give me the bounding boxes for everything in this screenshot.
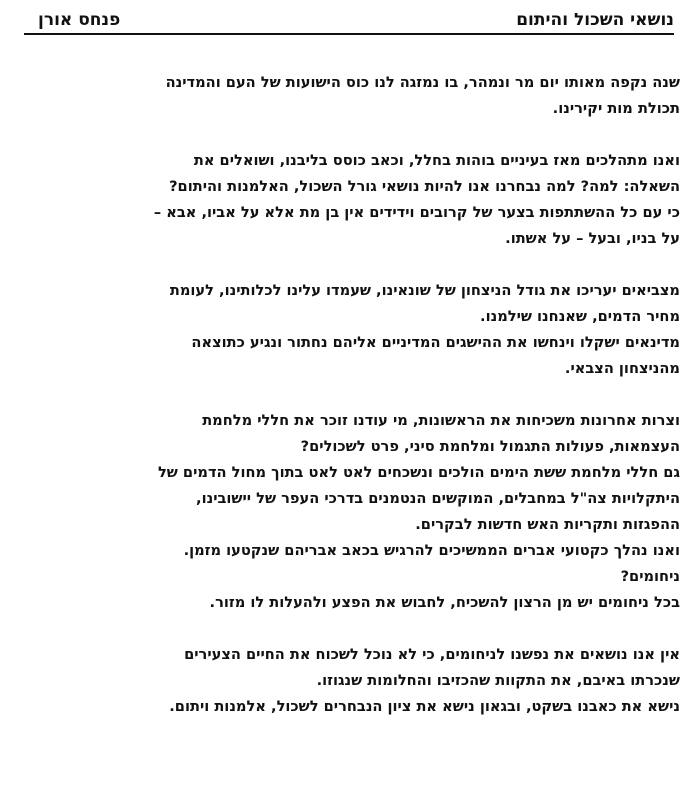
text-line: השאלה: למה? למה נבחרנו אנו להיות נושאי גורל השכול, האלמנות והיתום? bbox=[169, 178, 680, 195]
text-line: אין אנו נושאים את נפשנו לניחומים, כי לא נוכל לשכוח את החיים הצעירים bbox=[184, 646, 680, 663]
text-line: כי עם כל ההשתתפות בצער של קרובים וידידים אין בן מת אלא על אביו, אבא – bbox=[153, 204, 680, 221]
text-line: וצרות אחרונות משכיחות את הראשונות, מי עודנו זוכר את חללי מלחמת bbox=[202, 412, 680, 429]
text-line: על בניו, ובעל – על אשתו. bbox=[505, 230, 680, 247]
text-line: שנכרתו באיבם, את התקוות שהכזיבו והחלומות שנגוזו. bbox=[316, 672, 680, 689]
text-line: ניחומים? bbox=[620, 568, 680, 585]
text-line: מצביאים יעריכו את גודל הניצחון של שונאינו, שעמדו עלינו לכלותינו, לעומת bbox=[169, 282, 680, 299]
text-line: ההפגזות ותקריות האש חדשות לבקרים. bbox=[415, 516, 680, 533]
document-header bbox=[24, 10, 674, 35]
text-line: שנה נקפה מאותו יום מר ונמהר, בו נמזגה לנו כוס הישועות של העם והמדינה bbox=[165, 74, 680, 91]
text-line: מחיר הדמים, שאנחנו שילמנו. bbox=[480, 308, 680, 325]
paragraph-5 bbox=[14, 642, 680, 720]
paragraph-2 bbox=[14, 148, 680, 252]
text-line: ואנו נהלך כקטועי אברים הממשיכים להרגיש בכאב אבריהם שנקטעו מזמן. bbox=[183, 542, 680, 559]
text-line: תכולת מות יקירינו. bbox=[552, 100, 680, 117]
text-line: נישא את כאבנו בשקט, ובגאון נישא את ציון הנבחרים לשכול, אלמנות ויתום. bbox=[169, 698, 680, 715]
text-line: מדינאים ישקלו וינחשו את ההישגים המדיניים אליהם נחתור ונגיע כתוצאה bbox=[191, 334, 680, 351]
text-line: העצמאות, פעולות התגמול ומלחמת סיני, פרט לשכולים? bbox=[300, 438, 680, 455]
document-author: פנחס אורן bbox=[38, 10, 121, 30]
text-line: בכל ניחומים יש מן הרצון להשכיח, לחבוש את הפצע ולהעלות לו מזור. bbox=[209, 594, 680, 611]
text-line: מהניצחון הצבאי. bbox=[564, 360, 680, 377]
paragraph-1 bbox=[14, 70, 680, 122]
text-line: היתקלויות צה"ל במחבלים, המוקשים הנטמנים בדרכי העפר של יישובינו, bbox=[196, 490, 680, 507]
paragraph-3 bbox=[14, 278, 680, 382]
document-title: נושאי השכול והיתום bbox=[516, 10, 674, 30]
paragraph-4 bbox=[14, 408, 680, 616]
text-line: גם חללי מלחמת ששת הימים הולכים ונשכחים לאט לאט בתוך מחול הדמים של bbox=[157, 464, 680, 481]
text-line: ואנו מתהלכים מאז בעיניים בוהות בחלל, וכאב כוסס בליבנו, ושואלים את bbox=[193, 152, 680, 169]
